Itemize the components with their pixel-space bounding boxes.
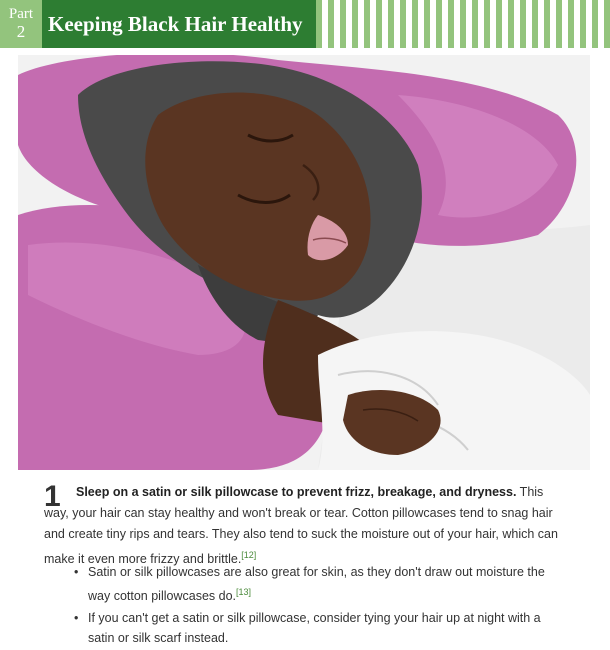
- step-text: [44, 480, 564, 570]
- bullet-text: Satin or silk pillowcases are also great for skin, as they don't draw out moisture the way cotton pillowcases do.: [88, 565, 545, 604]
- step-illustration[interactable]: [18, 55, 590, 470]
- step-1: [44, 480, 564, 570]
- tips-list: [70, 562, 562, 650]
- part-number: 2: [16, 22, 26, 41]
- bullet-text: If you can't get a satin or silk pillowcase, consider tying your hair up at night with a satin or silk scarf instead.: [88, 611, 541, 646]
- step-number: 1: [44, 480, 61, 513]
- part-label: Part: [8, 6, 34, 22]
- section-header: [0, 0, 610, 48]
- sleeping-woman-image: [18, 55, 590, 470]
- header-stripes-decoration: [316, 0, 610, 48]
- reference-link-13[interactable]: [13]: [236, 587, 252, 597]
- list-item: [70, 562, 562, 606]
- step-body: This way, your hair can stay healthy and won't break or tear. Cotton pillowcases tend to snag hair and create tiny rips and tears. They also tend to suck the moisture out of your hair, which can make it even more frizzy and brittle.: [44, 485, 558, 567]
- reference-link-12[interactable]: [12]: [241, 550, 257, 560]
- step-bold-summary: Sleep on a satin or silk pillowcase to prevent frizz, breakage, and dryness.: [76, 485, 517, 499]
- section-title: Keeping Black Hair Healthy: [42, 0, 316, 48]
- part-badge: [0, 0, 42, 48]
- list-item: [70, 608, 562, 648]
